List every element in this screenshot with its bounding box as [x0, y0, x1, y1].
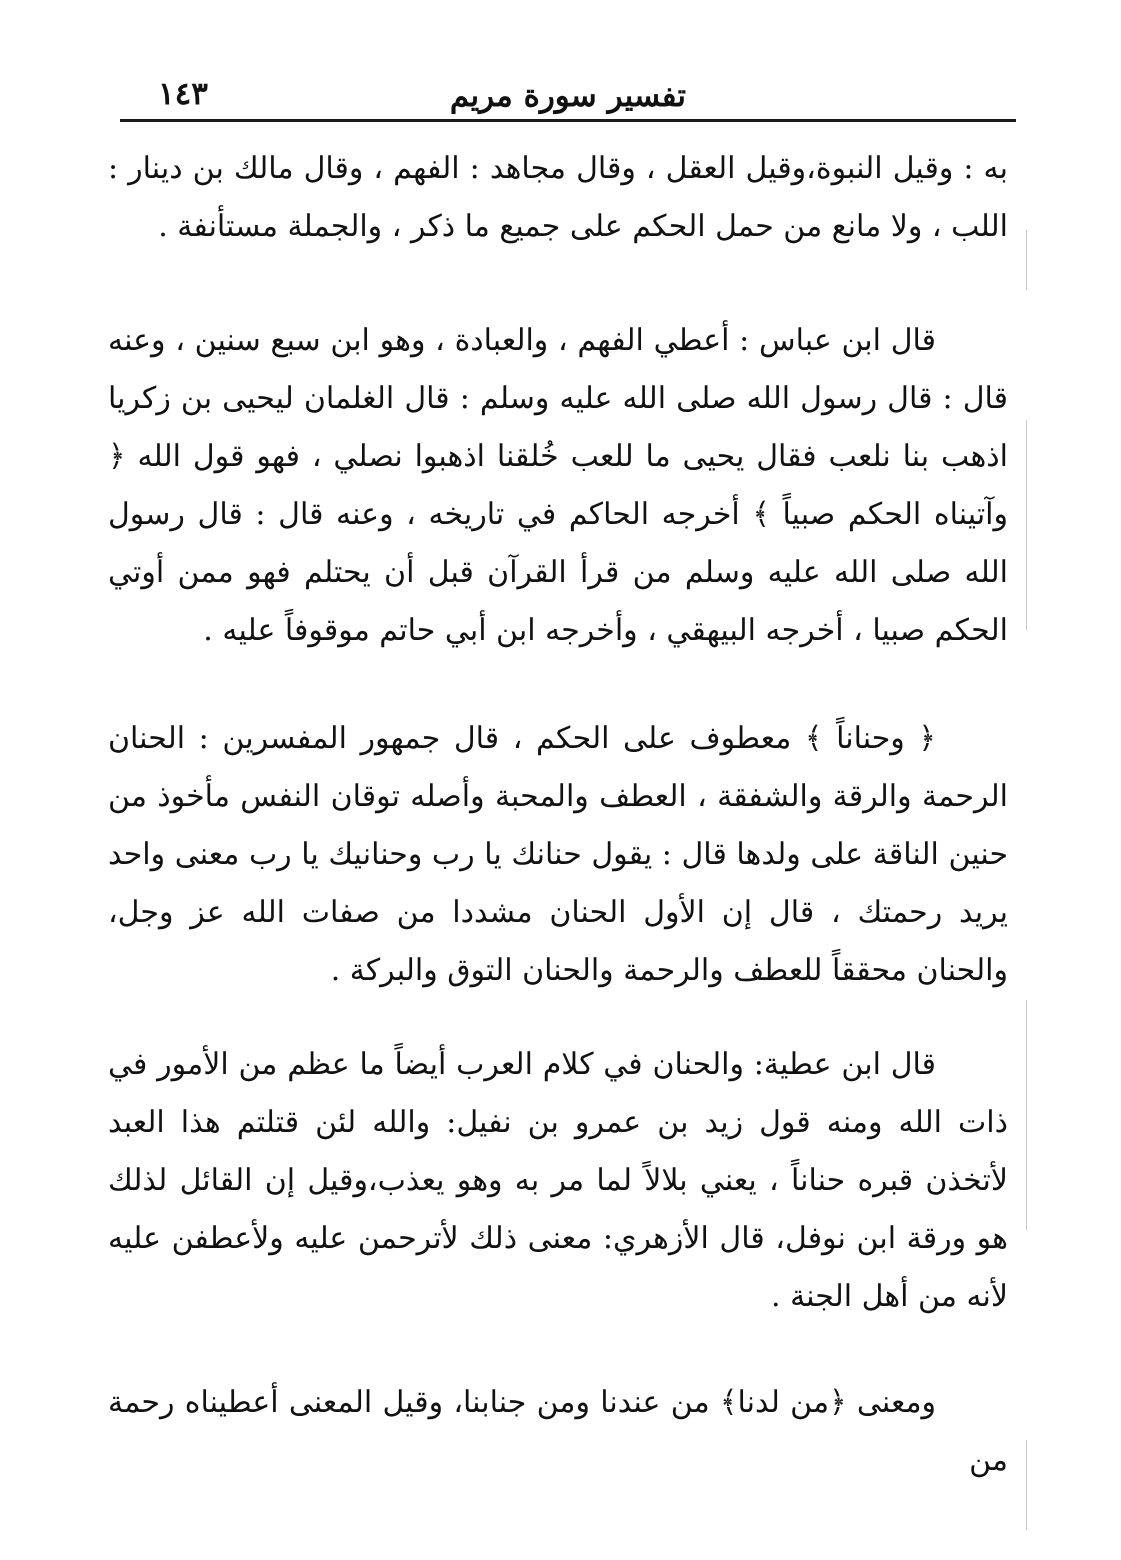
- header-title: تفسير سورة مريم: [449, 78, 686, 114]
- header-rule: [120, 119, 1016, 122]
- paragraph-spacer: [108, 1000, 1008, 1036]
- paragraph-3: ﴿ وحناناً ﴾ معطوف على الحكم ، قال جمهور المفسرين : الحنان الرحمة والرقة والشفقة ، العطف والمحبة وأصله توقان النفس مأخوذ من حنين الناقة على ولدها قال : يقول حنانك يا رب وحنانيك يا رب معنى واحد يريد رحمتك ، قال إن الأول الحنان مشددا من صفات الله عز وجل، والحنان محققاً للعطف والرحمة والحنان التوق والبركة .: [108, 721, 1008, 988]
- page-body: [108, 140, 1008, 1490]
- paragraph-5: ومعنى ﴿من لدنا﴾ من عندنا ومن جنابنا، وقيل المعنى أعطيناه رحمة من: [108, 1385, 1008, 1478]
- running-header: [108, 70, 1016, 120]
- paragraph-4: قال ابن عطية: والحنان في كلام العرب أيضاً ما عظم من الأمور في ذات الله ومنه قول زيد بن عمرو بن نفيل: والله لئن قتلتم هذا العبد لأتخذن قبره حناناً ، يعني بلالاً لما مر به وهو يعذب،وقيل إن القائل لذلك هو ورقة ابن نوفل، قال الأزهري: معنى ذلك لأترحمن عليه ولأعطفن عليه لأنه من أهل الجنة .: [108, 1047, 1008, 1314]
- scan-margin-line: [1026, 1440, 1027, 1530]
- paragraph-spacer: [108, 1326, 1008, 1374]
- paragraph-spacer: [108, 256, 1008, 312]
- scan-margin-line: [1026, 1000, 1027, 1230]
- paragraph-spacer: [108, 660, 1008, 710]
- scan-margin-line: [1026, 420, 1027, 630]
- paragraph-1: به : وقيل النبوة،وقيل العقل ، وقال مجاهد : الفهم ، وقال مالك بن دينار : اللب ، ولا مانع من حمل الحكم على جميع ما ذكر ، والجملة مستأنفة .: [108, 151, 1008, 244]
- scan-margin-line: [1026, 230, 1027, 290]
- paragraph-2: قال ابن عباس : أعطي الفهم ، والعبادة ، وهو ابن سبع سنين ، وعنه قال : قال رسول الله صلى الله عليه وسلم : قال الغلمان ليحيى بن زكريا اذهب بنا نلعب فقال يحيى ما للعب خُلقنا اذهبوا نصلي ، فهو قول الله ﴿ وآتيناه الحكم صبياً ﴾ أخرجه الحاكم في تاريخه ، وعنه قال : قال رسول الله صلى الله عليه وسلم من قرأ القرآن قبل أن يحتلم فهو ممن أوتي الحكم صبيا ، أخرجه البيهقي ، وأخرجه ابن أبي حاتم موقوفاً عليه .: [108, 323, 1008, 648]
- page-number: ١٤٣: [158, 76, 208, 112]
